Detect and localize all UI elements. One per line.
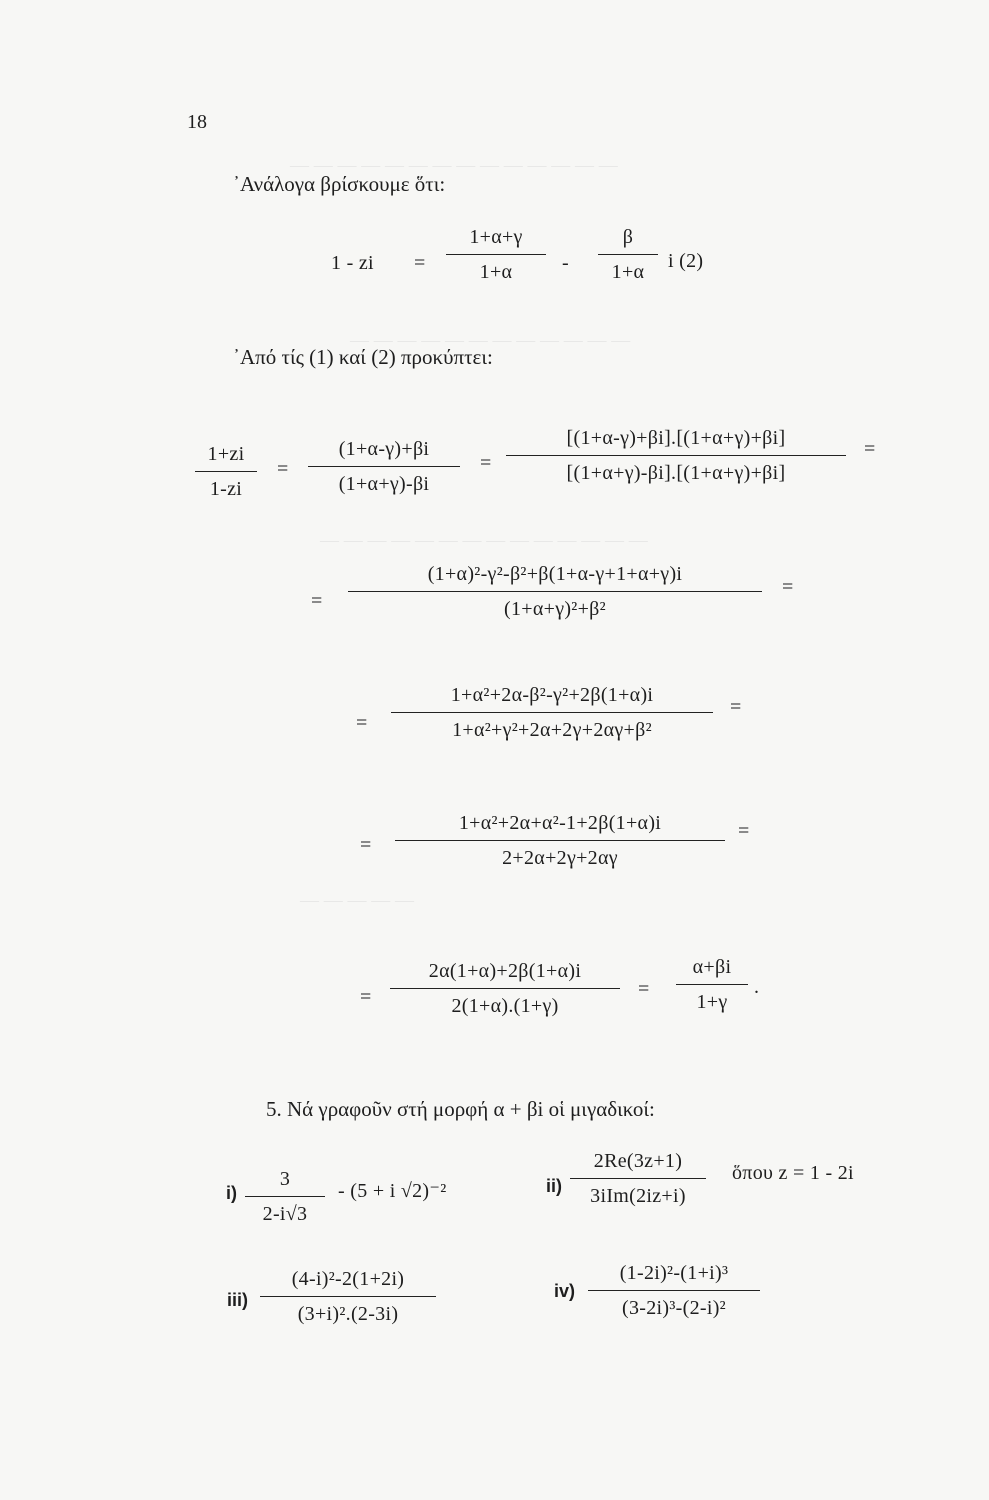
step3-fraction [348,563,762,621]
eq2-frac1-denominator: 1+α [479,261,513,284]
equals-sign: = [360,834,372,856]
fraction-bar [395,840,725,841]
step5-denominator: 2+2α+2γ+2αγ [502,847,618,870]
fraction-bar [446,254,546,255]
part-i-label: i) [226,1183,237,1203]
step4-numerator: 1+α²+2α-β²-γ²+2β(1+α)i [450,684,654,706]
part-iv-numerator: (1-2i)²-(1+i)³ [619,1262,729,1284]
bleed-through-line: — — — — — — — — — — — — — — [320,530,648,551]
eq2-tail: i (2) [668,250,704,272]
fraction-bar [195,471,257,472]
bleed-through-line: — — — — — — — — — — — — [350,330,631,351]
fraction-bar [308,466,460,467]
step6-fraction [390,960,620,1018]
page-number: 18 [187,111,207,133]
equals-sign: = [480,452,492,474]
fraction-bar [598,254,658,255]
part-iii-label: iii) [227,1290,248,1310]
equals-sign: = [277,458,289,480]
step5-fraction [395,812,725,870]
step6-denominator: 2(1+α).(1+γ) [451,995,559,1018]
equals-sign: = [360,986,372,1008]
bleed-through-line: — — — — — [300,890,414,911]
part-i-tail: - (5 + i √2)⁻² [338,1180,447,1202]
part-iii-fraction [260,1268,436,1326]
step3-denominator: (1+α+γ)²+β² [504,598,606,621]
fraction-bar [260,1296,436,1297]
part-ii-numerator: 2Re(3z+1) [593,1150,683,1172]
part-ii-fraction [570,1150,706,1208]
step6-numerator: 2α(1+α)+2β(1+α)i [428,960,582,982]
fraction-bar [245,1196,325,1197]
equals-sign: = [356,712,368,734]
equals-sign: = [864,438,876,460]
fraction-bar [391,712,713,713]
eq2-frac2-denominator: 1+α [611,261,645,284]
lhs-numerator: 1+zi [207,443,245,465]
eq2-fraction-2 [598,226,658,284]
part-i-numerator: 3 [279,1168,291,1190]
eq2-lhs: 1 - zi [331,252,374,274]
fraction-bar [676,984,748,985]
part-ii-denominator: 3iIm(2iz+i) [590,1185,686,1208]
step3-numerator: (1+α)²-γ²-β²+β(1+α-γ+1+α+γ)i [427,563,683,585]
fraction-bar [570,1178,706,1179]
equals-sign: = [782,576,794,598]
part-iii-numerator: (4-i)²-2(1+2i) [291,1268,405,1290]
fraction-bar [348,591,762,592]
step7-numerator: α+βi [692,956,732,978]
step4-fraction [391,684,713,742]
equals-sign: = [730,696,742,718]
step4-denominator: 1+α²+γ²+2α+2γ+2αγ+β² [452,719,652,742]
part-i-fraction [245,1168,325,1226]
intro-text-2: ᾿Από τίς (1) καί (2) προκύπτει: [233,345,493,369]
step7-fraction [676,956,748,1014]
exercise-title: 5. Νά γραφοῦν στή μορφή α + βi οἱ μιγαδικοί: [266,1097,655,1121]
step1-fraction [308,438,460,496]
lhs-fraction [195,443,257,501]
equals-sign: = [738,820,750,842]
step2-fraction [506,427,846,485]
step1-numerator: (1+α-γ)+βi [338,438,430,460]
equals-sign: = [638,978,650,1000]
step2-numerator: [(1+α-γ)+βi].[(1+α+γ)+βi] [566,427,786,449]
intro-text-1: ᾿Ανάλογα βρίσκουμε ὅτι: [233,172,446,196]
part-ii-label: ii) [546,1176,562,1196]
step2-denominator: [(1+α+γ)-βi].[(1+α+γ)+βi] [566,462,786,485]
step7-denominator: 1+γ [696,991,728,1014]
part-ii-tail: ὅπου z = 1 - 2i [732,1162,854,1184]
step1-denominator: (1+α+γ)-βi [338,473,430,496]
eq2-equals: = [414,252,426,274]
fraction-bar [506,455,846,456]
eq2-fraction-1 [446,226,546,284]
eq2-frac2-numerator: β [622,226,634,248]
lhs-denominator: 1-zi [209,478,243,501]
part-iv-fraction [588,1262,760,1320]
fraction-bar [390,988,620,989]
equals-sign: = [311,590,323,612]
part-iii-denominator: (3+i)².(2-3i) [297,1303,399,1326]
eq2-minus: - [562,252,569,274]
bleed-through-line: — — — — — — — — — — — — — — [290,155,618,176]
eq2-frac1-numerator: 1+α+γ [469,226,523,248]
fraction-bar [588,1290,760,1291]
part-i-denominator: 2-i√3 [262,1203,308,1226]
part-iv-label: iv) [554,1281,576,1301]
part-iv-denominator: (3-2i)³-(2-i)² [622,1297,726,1320]
step5-numerator: 1+α²+2α+α²-1+2β(1+α)i [458,812,662,834]
period: . [754,976,760,998]
